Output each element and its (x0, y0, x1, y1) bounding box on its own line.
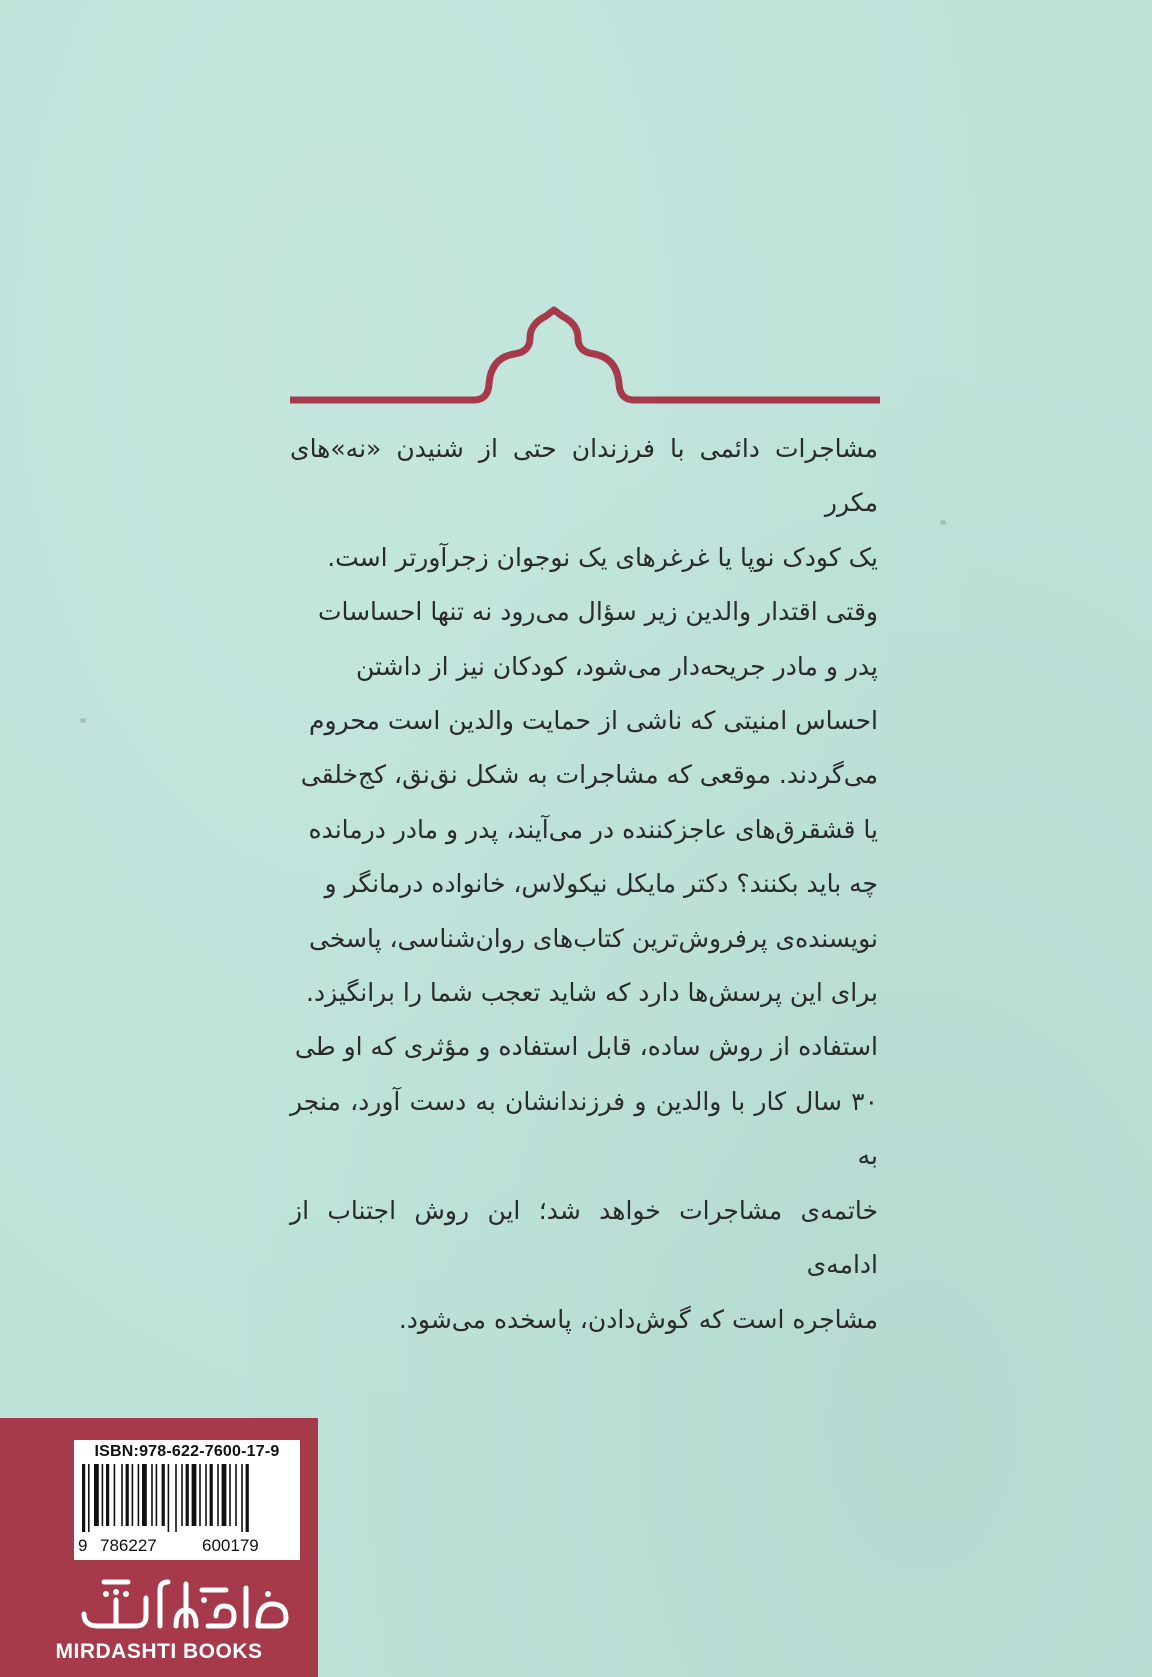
blurb-line: برای این پرسش‌ها دارد که شاید تعجب شما را برانگیزد. (306, 978, 878, 1008)
publisher-calligraphy-logo-icon (76, 1570, 296, 1632)
blurb-line: چه باید بکنند؟ دکتر مایکل نیکولاس، خانواده درمانگر و (324, 869, 878, 899)
isbn-barcode (74, 1440, 300, 1560)
blurb-line: یا قشقرق‌های عاجزکننده در می‌آیند، پدر و مادر درمانده (308, 814, 878, 844)
blurb-line: احساس امنیتی که ناشی از حمایت والدین است محروم (309, 706, 878, 736)
blurb-line: خاتمه‌ی مشاجرات خواهد شد؛ این روش اجتناب از ادامه‌ی (290, 1195, 878, 1280)
blurb-line: یک کودک نوپا یا غرغرهای یک نوجوان زجرآورتر است. (327, 542, 878, 572)
barcode-digits-right: 600179 (202, 1536, 259, 1555)
blurb-line: نویسنده‌ی پرفروش‌ترین کتاب‌های روان‌شناسی، پاسخی (309, 923, 878, 953)
paper-speck (80, 718, 86, 723)
blurb-line: ۳۰ سال کار با والدین و فرزندانشان به دست آورد، منجر به (290, 1086, 878, 1171)
blurb-line: وقتی اقتدار والدین زیر سؤال می‌رود نه تنها احساسات (317, 597, 878, 627)
publisher-panel (0, 1418, 318, 1677)
isbn-label: ISBN:978-622-7600-17-9 (94, 1443, 280, 1460)
barcode-digits-left: 786227 (100, 1536, 157, 1555)
dome-ornament-icon (290, 300, 880, 410)
paper-speck (940, 520, 946, 525)
blurb-line: مشاجرات دائمی با فرزندان حتی از شنیدن «نه»های مکرر (290, 434, 878, 518)
publisher-name: MIRDASHTI BOOKS (55, 1640, 263, 1663)
barcode-digit-lead: 9 (78, 1536, 88, 1555)
blurb-line: استفاده از روش ساده، قابل استفاده و مؤثری که او طی (294, 1032, 878, 1062)
blurb-line: پدر و مادر جریحه‌دار می‌شود، کودکان نیز از داشتن (356, 651, 878, 681)
blurb-line: مشاجره است که گوش‌دادن، پاسخده می‌شود. (398, 1304, 878, 1334)
back-cover-blurb (290, 422, 878, 1347)
barcode-bars-icon (82, 1464, 292, 1532)
blurb-line: می‌گردند. موقعی که مشاجرات به شکل نق‌نق، کج‌خلقی (300, 760, 878, 790)
